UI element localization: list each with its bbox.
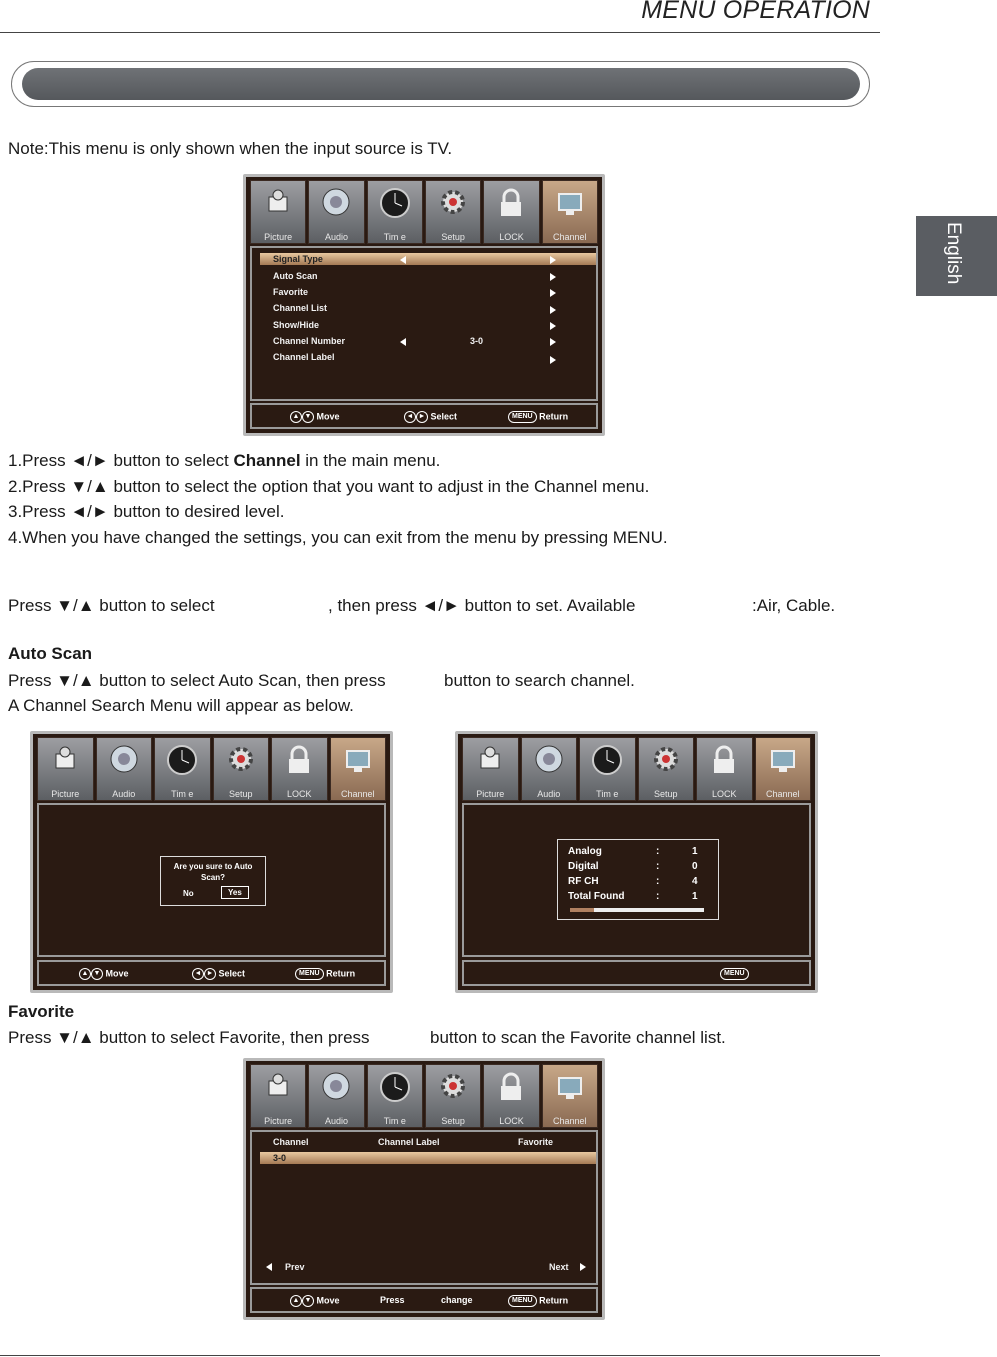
up-button-icon: ▲ [79, 968, 91, 980]
channel-menu-screen [243, 174, 605, 436]
setup-gear-icon: Setup [638, 737, 695, 801]
scan-progress-panel [462, 803, 811, 957]
press-hint: Press [380, 1295, 405, 1305]
channel-number-value: 3-0 [470, 336, 484, 346]
auto-scan-line2: A Channel Search Menu will appear as below. [8, 696, 354, 715]
step-4: 4.When you have changed the settings, you can exit from the menu by pressing MENU. [8, 528, 668, 547]
picture-icon: Picture [37, 737, 94, 801]
dialog-question-2: Scan? [200, 873, 225, 882]
confirm-panel [37, 803, 386, 957]
section-bar [22, 68, 860, 100]
language-tab-label: English [943, 222, 964, 285]
setup-gear-icon: Setup [425, 180, 481, 244]
down-button-icon: ▼ [302, 1295, 314, 1307]
right-arrow-icon [550, 273, 556, 281]
picture-icon: Picture [250, 180, 306, 244]
prev-page-button[interactable]: Prev [285, 1262, 305, 1272]
up-button-icon: ▲ [290, 1295, 302, 1307]
exit-hint [720, 968, 749, 980]
channel-icon: Channel [330, 737, 387, 801]
auto-scan-heading: Auto Scan [8, 644, 93, 663]
left-arrow-icon [266, 1263, 272, 1271]
favorite-line-a: Press ▼/▲ button to select Favorite, then press [8, 1028, 370, 1047]
step-3: 3.Press ◄/► button to desired level. [8, 502, 285, 521]
setup-gear-icon: Setup [425, 1064, 481, 1128]
result-label-digital: Digital [568, 861, 599, 872]
page-header-title: MENU OPERATION [641, 0, 870, 24]
audio-icon: Audio [308, 180, 364, 244]
menu-button-icon: MENU [720, 968, 749, 980]
right-arrow-icon [550, 306, 556, 314]
clock-icon: Tim e [579, 737, 636, 801]
auto-scan-line1b: button to search channel. [444, 671, 635, 690]
channel-menu-panel [250, 246, 598, 401]
result-label-total-found: Total Found [568, 891, 625, 902]
move-hint: ▲ ▼ Move [290, 411, 340, 423]
channel-icon: Channel [755, 737, 812, 801]
column-header-channel: Channel [273, 1137, 309, 1147]
auto-scan-line1a: Press ▼/▲ button to select Auto Scan, then press [8, 671, 386, 690]
scan-progress-fill [570, 908, 594, 912]
lock-icon: LOCK [271, 737, 328, 801]
right-arrow-icon [580, 1263, 586, 1271]
result-value-analog: 1 [692, 846, 698, 857]
return-hint: MENU Return [295, 968, 355, 980]
result-label-analog: Analog [568, 846, 602, 857]
step-1: 1.Press ◄/► button to select Channel in the main menu. [8, 451, 441, 470]
clock-icon: Tim e [367, 180, 423, 244]
up-button-icon: ▲ [290, 411, 302, 423]
right-button-icon: ► [204, 968, 216, 980]
favorite-list-panel [250, 1130, 598, 1285]
menu-icon-bar [250, 1064, 598, 1128]
favorite-heading: Favorite [8, 1002, 75, 1021]
change-hint: change [441, 1295, 473, 1305]
menu-item-channel-label[interactable]: Channel Label [273, 352, 335, 362]
menu-item-channel-list[interactable]: Channel List [273, 303, 328, 313]
colon: : [656, 846, 660, 857]
left-arrow-icon [400, 338, 406, 346]
menu-item-favorite[interactable]: Favorite [273, 287, 309, 297]
yes-button[interactable]: Yes [221, 886, 249, 899]
colon: : [656, 876, 660, 887]
menu-footer [37, 960, 386, 986]
menu-item-auto-scan[interactable]: Auto Scan [273, 271, 318, 281]
menu-icon-bar [37, 737, 386, 801]
return-hint: MENU Return [508, 411, 568, 423]
audio-icon: Audio [521, 737, 578, 801]
table-row-channel[interactable]: 3-0 [273, 1153, 287, 1163]
auto-scan-progress-screen [455, 731, 818, 993]
colon: : [656, 891, 660, 902]
footer-rule [0, 1355, 880, 1356]
menu-footer [250, 403, 598, 429]
header-rule [0, 32, 880, 33]
menu-icon-bar [462, 737, 811, 801]
dialog-question-1: Are you sure to Auto [173, 862, 253, 871]
menu-icon-bar [250, 180, 598, 244]
picture-icon: Picture [250, 1064, 306, 1128]
result-value-digital: 0 [692, 861, 698, 872]
setup-gear-icon: Setup [213, 737, 270, 801]
note-text: Note:This menu is only shown when the input source is TV. [8, 139, 453, 158]
menu-button-icon: MENU [508, 411, 537, 423]
left-arrow-icon [400, 256, 406, 264]
left-button-icon: ◄ [192, 968, 204, 980]
list-row-highlight [260, 1152, 596, 1164]
right-arrow-icon [550, 289, 556, 297]
result-label-rf-ch: RF CH [568, 876, 599, 887]
scan-progress-bar [570, 908, 704, 912]
menu-item-signal-type[interactable]: Signal Type [273, 254, 323, 264]
channel-icon: Channel [542, 1064, 598, 1128]
signal-type-text-a: Press ▼/▲ button to select [8, 596, 215, 615]
clock-icon: Tim e [367, 1064, 423, 1128]
down-button-icon: ▼ [302, 411, 314, 423]
audio-icon: Audio [308, 1064, 364, 1128]
step-2: 2.Press ▼/▲ button to select the option that you want to adjust in the Channel menu. [8, 477, 650, 496]
column-header-channel-label: Channel Label [378, 1137, 440, 1147]
no-button[interactable]: No [183, 889, 194, 898]
right-button-icon: ► [416, 411, 428, 423]
menu-footer [250, 1287, 598, 1313]
signal-type-text-c: :Air, Cable. [752, 596, 836, 615]
audio-icon: Audio [96, 737, 153, 801]
right-arrow-icon [550, 338, 556, 346]
language-tab [916, 216, 997, 296]
result-value-total-found: 1 [692, 891, 698, 902]
right-arrow-icon [550, 356, 556, 364]
menu-item-channel-number[interactable]: Channel Number [273, 336, 346, 346]
auto-scan-confirm-screen [30, 731, 393, 993]
signal-type-text-b: , then press ◄/► button to set. Available [328, 596, 636, 615]
scan-results-box [557, 839, 719, 920]
auto-scan-dialog [160, 856, 266, 906]
menu-footer [462, 960, 811, 986]
favorite-line-c: button to scan the Favorite channel list. [430, 1028, 726, 1047]
lock-icon: LOCK [483, 1064, 539, 1128]
clock-icon: Tim e [154, 737, 211, 801]
lock-icon: LOCK [483, 180, 539, 244]
picture-icon: Picture [462, 737, 519, 801]
colon: : [656, 861, 660, 872]
move-hint: ▲ ▼ Move [290, 1295, 340, 1307]
select-hint: ◄ ► Select [192, 968, 245, 980]
menu-item-show-hide[interactable]: Show/Hide [273, 320, 320, 330]
column-header-favorite: Favorite [518, 1137, 554, 1147]
favorite-list-screen [243, 1058, 605, 1320]
move-hint: ▲ ▼ Move [79, 968, 129, 980]
right-arrow-icon [550, 256, 556, 264]
left-button-icon: ◄ [404, 411, 416, 423]
down-button-icon: ▼ [91, 968, 103, 980]
menu-button-icon: MENU [508, 1295, 537, 1307]
next-page-button[interactable]: Next [549, 1262, 569, 1272]
menu-button-icon: MENU [295, 968, 324, 980]
channel-icon: Channel [542, 180, 598, 244]
lock-icon: LOCK [696, 737, 753, 801]
return-hint: MENU Return [508, 1295, 568, 1307]
right-arrow-icon [550, 322, 556, 330]
result-value-rf-ch: 4 [692, 876, 698, 887]
select-hint: ◄ ► Select [404, 411, 457, 423]
